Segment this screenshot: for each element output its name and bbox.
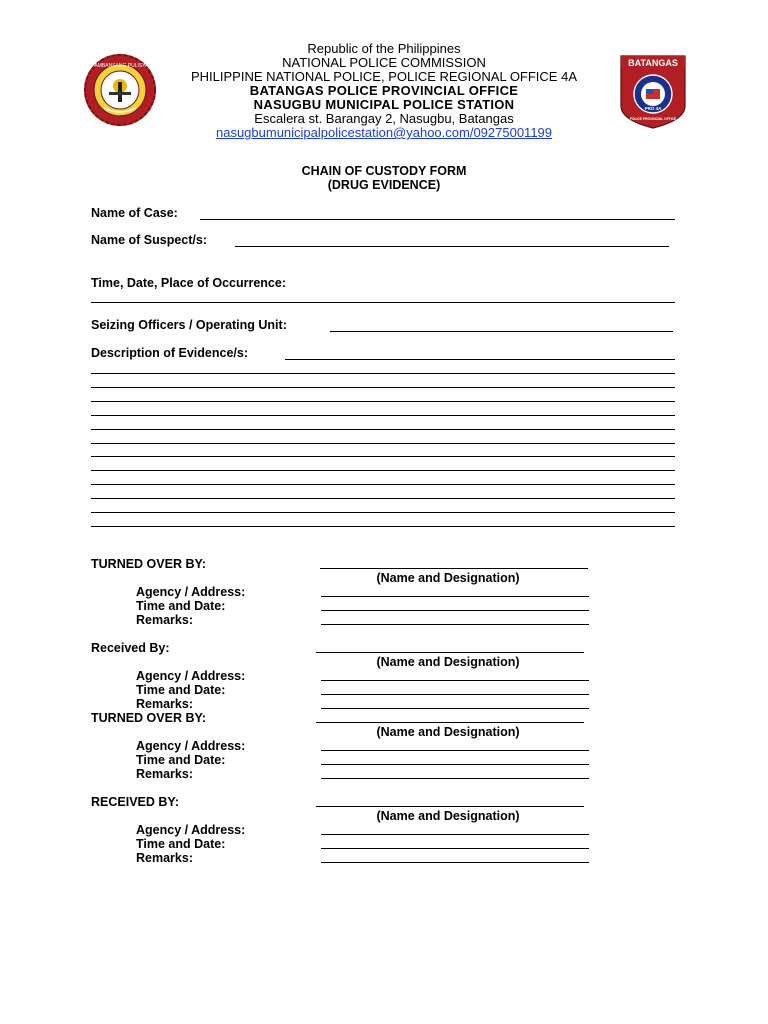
time-label: Time and Date:	[136, 753, 226, 767]
name-designation-field[interactable]	[320, 568, 588, 569]
seizing-officers-label: Seizing Officers / Operating Unit:	[91, 318, 287, 332]
custody-heading: TURNED OVER BY:	[91, 557, 207, 571]
name-designation-caption: (Name and Designation)	[376, 655, 520, 669]
time-label: Time and Date:	[136, 683, 226, 697]
name-of-case-field[interactable]	[200, 219, 675, 220]
description-field[interactable]	[285, 359, 675, 360]
agency-label: Agency / Address:	[136, 823, 246, 837]
description-blank-line[interactable]	[91, 498, 675, 499]
time-field[interactable]	[321, 694, 589, 695]
seal-text: PAMBANSANG PULISYA	[91, 63, 149, 69]
description-blank-line[interactable]	[91, 401, 675, 402]
badge-sub-text: PRO 4A	[644, 106, 662, 111]
seizing-officers-field[interactable]	[330, 331, 673, 332]
custody-heading: Received By:	[91, 641, 170, 655]
time-field[interactable]	[321, 610, 589, 611]
description-blank-line[interactable]	[91, 456, 675, 457]
description-blank-line[interactable]	[91, 373, 675, 374]
time-date-place-field[interactable]	[91, 302, 675, 303]
description-blank-line[interactable]	[91, 526, 675, 527]
form-subtitle: (DRUG EVIDENCE)	[327, 178, 441, 192]
napolcom-line: NATIONAL POLICE COMMISSION	[282, 55, 486, 70]
badge-bottom-text: POLICE PROVINCIAL OFFICE	[629, 117, 677, 121]
name-designation-field[interactable]	[316, 806, 584, 807]
description-blank-line[interactable]	[91, 470, 675, 471]
contact-link[interactable]: nasugbumunicipalpolicestation@yahoo.com/09275001199	[215, 125, 553, 140]
agency-label: Agency / Address:	[136, 585, 246, 599]
agency-field[interactable]	[321, 834, 589, 835]
form-title: CHAIN OF CUSTODY FORM	[301, 164, 467, 178]
time-field[interactable]	[321, 764, 589, 765]
name-of-suspects-label: Name of Suspect/s:	[91, 233, 208, 247]
remarks-field[interactable]	[321, 708, 589, 709]
agency-field[interactable]	[321, 596, 589, 597]
pnp-region-line: PHILIPPINE NATIONAL POLICE, POLICE REGIONAL OFFICE 4A	[190, 69, 577, 84]
description-blank-line[interactable]	[91, 429, 675, 430]
description-blank-line[interactable]	[91, 443, 675, 444]
name-of-case-label: Name of Case:	[91, 206, 178, 220]
provincial-office-line: BATANGAS POLICE PROVINCIAL OFFICE	[249, 83, 519, 98]
name-of-suspects-field[interactable]	[235, 246, 669, 247]
republic-line: Republic of the Philippines	[307, 41, 461, 56]
name-designation-caption: (Name and Designation)	[376, 571, 520, 585]
remarks-label: Remarks:	[136, 767, 193, 781]
agency-field[interactable]	[321, 750, 589, 751]
letterhead	[0, 42, 768, 140]
remarks-label: Remarks:	[136, 613, 193, 627]
description-blank-line[interactable]	[91, 512, 675, 513]
name-designation-field[interactable]	[316, 722, 584, 723]
remarks-label: Remarks:	[136, 851, 193, 865]
agency-field[interactable]	[321, 680, 589, 681]
station-line: NASUGBU MUNICIPAL POLICE STATION	[253, 97, 515, 112]
description-blank-line[interactable]	[91, 387, 675, 388]
custody-heading: RECEIVED BY:	[91, 795, 179, 809]
time-label: Time and Date:	[136, 837, 226, 851]
agency-label: Agency / Address:	[136, 669, 246, 683]
description-blank-line[interactable]	[91, 484, 675, 485]
address-line: Escalera st. Barangay 2, Nasugbu, Batangas	[254, 111, 514, 126]
remarks-field[interactable]	[321, 862, 589, 863]
remarks-field[interactable]	[321, 624, 589, 625]
remarks-label: Remarks:	[136, 697, 193, 711]
time-label: Time and Date:	[136, 599, 226, 613]
custody-heading: TURNED OVER BY:	[91, 711, 207, 725]
name-designation-caption: (Name and Designation)	[376, 809, 520, 823]
time-field[interactable]	[321, 848, 589, 849]
agency-label: Agency / Address:	[136, 739, 246, 753]
description-blank-line[interactable]	[91, 415, 675, 416]
name-designation-field[interactable]	[316, 652, 584, 653]
badge-banner-text: BATANGAS	[628, 58, 678, 68]
remarks-field[interactable]	[321, 778, 589, 779]
description-label: Description of Evidence/s:	[91, 346, 248, 360]
time-date-place-label: Time, Date, Place of Occurrence:	[91, 276, 286, 290]
name-designation-caption: (Name and Designation)	[376, 725, 520, 739]
